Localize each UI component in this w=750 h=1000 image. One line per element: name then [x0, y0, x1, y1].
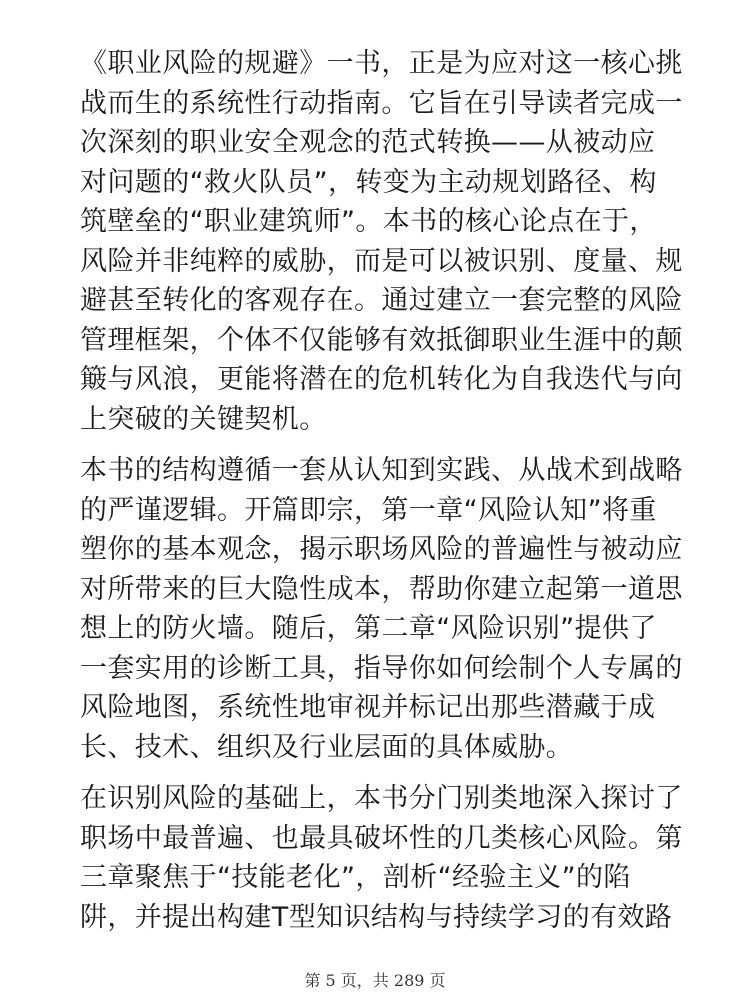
text-line: 对问题的“救火队员”，转变为主动规划路径、构 [80, 166, 657, 198]
text-line: 本书的结构遵循一套从认知到实践、从战术到战略 [80, 455, 683, 486]
text-line: 的严谨逻辑。开篇即宗，第一章“风险认知”将重 [80, 494, 657, 526]
text-line: 避甚至转化的客观存在。通过建立一套完整的风险 [80, 285, 683, 316]
text-line: 上突破的关键契机。 [80, 403, 327, 435]
paragraph-2 [80, 451, 683, 767]
paragraph-1 [80, 44, 683, 439]
text-line: 三章聚焦于“技能老化”，剖析“经验主义”的陷 [80, 862, 631, 893]
text-line: 一套实用的诊断工具，指导你如何绘制个人专属的 [80, 652, 683, 684]
text-line: 《职业风险的规避》一书，正是为应对这一核心挑 [80, 48, 683, 79]
paragraph-3 [80, 779, 683, 937]
text-line: 风险并非纯粹的威胁，而是可以被识别、度量、规 [80, 245, 683, 277]
text-line: 管理框架，个体不仅能够有效抵御职业生涯中的颠 [80, 324, 683, 356]
text-line: 职场中最普遍、也最具破坏性的几类核心风险。第 [80, 822, 683, 854]
text-line: 簸与风浪，更能将潜在的危机转化为自我迭代与向 [80, 364, 683, 395]
text-line: 想上的防火墙。随后，第二章“风险识别”提供了 [80, 613, 657, 644]
text-line: 次深刻的职业安全观念的范式转换——从被动应 [80, 127, 656, 158]
text-line: 塑你的基本观念，揭示职场风险的普遍性与被动应 [80, 534, 683, 565]
document-body [80, 44, 683, 937]
text-line: 对所带来的巨大隐性成本，帮助你建立起第一道思 [80, 573, 683, 605]
text-line: 筑壁垒的“职业建筑师”。本书的核心论点在于， [80, 206, 657, 237]
text-line: 长、技术、组织及行业层面的具体威胁。 [80, 731, 574, 763]
text-line: 风险地图，系统性地审视并标记出那些潜藏于成 [80, 692, 656, 723]
text-line: 战而生的系统性行动指南。它旨在引导读者完成一 [80, 87, 683, 119]
text-line: 在识别风险的基础上，本书分门别类地深入探讨了 [80, 783, 683, 814]
page-number-footer: 第 5 页，共 289 页 [304, 971, 446, 990]
text-line: 阱，并提出构建T型知识结构与持续学习的有效路 [80, 901, 673, 933]
